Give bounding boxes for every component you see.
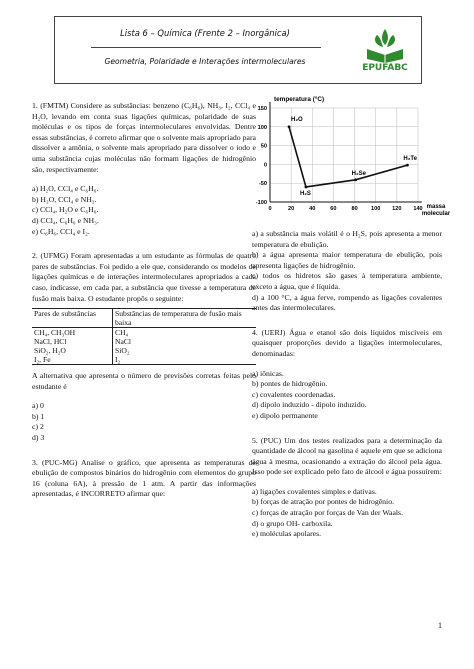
question-4-option: b) pontes de hidrogênio.: [252, 379, 328, 389]
point-label: H₂Te: [403, 156, 417, 163]
x-tick-label: 60: [330, 206, 337, 212]
question-5-text: 5. (PUC) Um dos testes realizados para a determinação da quantidade de álcool na gasolina é aquele em que se adiciona água à mesma, ocasionando a extração do álcool pela água. Isso pode ser explicado pelo fato de álcool e água possuírem:: [252, 435, 442, 477]
table-row: [32, 346, 256, 355]
y-tick-label: 150: [257, 106, 267, 112]
series-line: [289, 127, 407, 187]
table-row: [32, 328, 256, 338]
x-tick-label: 20: [288, 206, 295, 212]
table-header: Substâncias de temperatura de fusão mais baixa: [113, 309, 257, 328]
left-column: [32, 101, 256, 500]
page-title: Lista 6 – Química (Frente 2 – Inorgânica): [120, 28, 290, 38]
page-subtitle: Geometria, Polaridade e Interações intermoleculares: [104, 57, 306, 66]
table-cell: I₂: [113, 355, 257, 365]
question-4-option: e) dipolo permanente: [252, 410, 318, 420]
x-tick-label: 40: [309, 206, 316, 212]
question-3-text: 3. (PUC-MG) Analise o gráfico, que apresenta as temperaturas de ebulição de compostos binários do hidrogênio com elementos do grupo 16 (coluna 6A), à pressão de 1 atm. A partir das informações apresentadas, é INCORRETO afirmar que:: [32, 457, 256, 499]
table-cell: NaCl, HCl: [32, 337, 113, 346]
question-1-option: e) C₆H₆, CCl₄ e I₂.: [32, 226, 90, 236]
question-4-option: c) covalentes coordenadas.: [252, 389, 336, 399]
question-4-option: a) iônicas.: [252, 368, 284, 378]
point-label: H₂S: [299, 190, 311, 197]
question-2-option: d) 3: [32, 433, 45, 443]
question-1-option: d) CCl₄, C₆H₆ e NH₃.: [32, 215, 99, 225]
question-5-option: d) o grupo OH- carboxila.: [252, 518, 333, 528]
question-4-text: 4. (UERJ) Água e etanol são dois líquidos miscíveis em quaisquer proporções devido a ligações intermoleculares, denominadas:: [252, 327, 442, 358]
y-tick-label: 0: [263, 162, 267, 169]
table-row: [32, 337, 256, 346]
header-box: [54, 16, 422, 84]
question-2-option: c) 2: [32, 422, 44, 432]
question-2-text: 2. (UFMG) Foram apresentadas a um estudante as fórmulas de quatro pares de substâncias. Foi pedido a ele que, considerando os modelos de ligações químicas e de interações intermoleculares apropriados a cada caso, indicasse, em cada par, a substância que tivesse a temperatura de fusão mais baixa. O estudante propôs o seguinte:: [32, 251, 256, 303]
table-cell: SiO₂, H₂O: [32, 346, 113, 355]
page-number: 1: [438, 621, 442, 630]
point-label: H₂O: [291, 116, 303, 123]
question-5-option: e) moléculas apolares.: [252, 529, 322, 539]
question-1-option: a) H₂O, CCl₄ e C₆H₆.: [32, 184, 99, 194]
x-tick-label: 140: [413, 206, 423, 212]
x-axis-label: molecular: [421, 211, 451, 217]
question-5-option: c) forças de atração por forças de Van der Waals.: [252, 508, 404, 518]
y-tick-label: -100: [255, 200, 267, 206]
table-cell: CH₄, CH₃OH: [32, 328, 113, 338]
table-header: Pares de substâncias: [32, 309, 113, 328]
question-1-option: b) H₂O, CCl₄ e NH₃.: [32, 194, 97, 204]
table-cell: CH₄: [115, 328, 129, 338]
y-tick-label: -50: [258, 181, 267, 188]
y-axis-label: temperatura (°C): [274, 96, 325, 103]
y-tick-label: 100: [257, 124, 267, 131]
logo-text: EPUFABC: [362, 63, 408, 73]
table-cell: SiO₂: [115, 346, 130, 356]
question-3-option: a) a substância mais volátil é o H₂S, pois apresenta a menor temperatura de ebulição.: [252, 229, 442, 249]
table-cell: I₂, Fe: [32, 355, 113, 365]
logo: [355, 23, 415, 79]
data-point: [354, 178, 357, 181]
x-tick-label: 80: [351, 206, 358, 212]
question-1-option: c) CCl₄, H₂O e C₆H₆.: [32, 205, 99, 215]
pairs-table: [32, 308, 256, 365]
x-axis-label: massa: [426, 204, 446, 210]
right-column: [252, 229, 442, 540]
data-point: [406, 164, 409, 167]
question-2-option: b) 1: [32, 411, 45, 421]
table-cell: NaCl: [115, 337, 132, 347]
question-2-after: A alternativa que apresenta o número de previsões corretas feitas pelo estudante é: [32, 371, 256, 391]
question-4-option: d) dipolo induzido - dipolo induzido.: [252, 400, 367, 410]
x-tick-label: 120: [392, 206, 402, 212]
question-3-option: c) todos os hidretos são gases à temperatura ambiente, exceto a água, que é líquida.: [252, 271, 442, 291]
question-5-option: b) forças de atração por pontes de hidrogênio.: [252, 497, 395, 507]
question-3-option: d) a 100 °C, a água ferve, rompendo as ligações covalentes antes das intermoleculares.: [252, 292, 442, 313]
question-3-option: b) a água apresenta maior temperatura de ebulição, pois apresenta ligações de hidrogênio.: [252, 250, 442, 270]
x-tick-label: 0: [268, 206, 272, 212]
data-point: [305, 186, 308, 189]
question-1-text: 1. (FMTM) Considere as substâncias: benzeno (C₆H₆), NH₃, I₂, CCl₄ e H₂O, levando em conta suas ligações químicas, polaridade de suas moléculas e os tipos de forças intermoleculares envolvidas. Dentre essas substâncias, é correto afirmar que o solvente mais apropriado para dissolver a amônia, o solvente mais apropriado para dissolver o iodo e uma substância cujas moléculas não formam ligações de hidrogênio são, respectivamente:: [32, 101, 256, 174]
data-point: [288, 125, 291, 128]
question-5-option: a) ligações covalentes simples e dativas.: [252, 486, 377, 496]
boiling-point-chart: [248, 94, 451, 226]
point-label: H₂Se: [351, 170, 366, 177]
question-2-option: a) 0: [32, 401, 44, 411]
table-row: [32, 355, 256, 365]
header-divider: [91, 47, 321, 48]
x-tick-label: 100: [371, 206, 381, 212]
y-tick-label: 50: [260, 143, 267, 150]
book-leaf-icon: [355, 23, 415, 63]
